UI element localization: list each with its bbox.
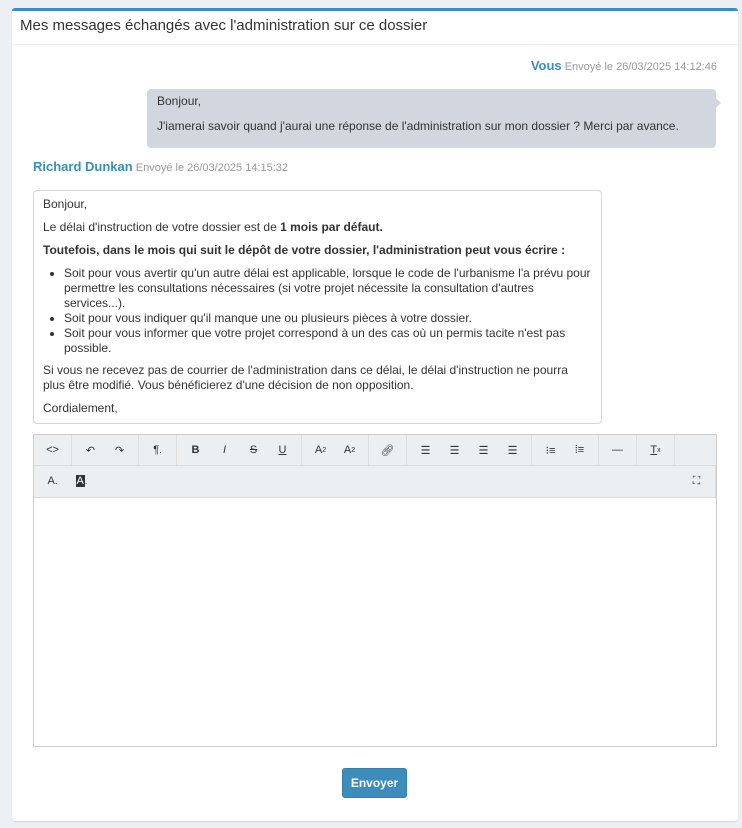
author-name: Vous [530,58,562,73]
numbered-list-icon[interactable]: ⁞≡ [574,444,585,456]
fullscreen-icon[interactable]: ⛶ [692,474,701,487]
bold-text: Toutefois, dans le mois qui suit le dépôt de votre dossier, l'administration peut vous écrire : [43,243,566,257]
message-line: Si vous ne recevez pas de courrier de l'administration dans ce délai, le délai d'instruction ne pourra plus être modifié. Vous bénéficierez d'une décision de non opposition. [43,363,568,392]
redo-icon[interactable]: ↷ [114,444,125,457]
message-line: Bonjour, [157,94,202,108]
superscript-icon[interactable]: A 2 [314,444,327,456]
strikethrough-icon[interactable]: S [249,444,258,456]
underline-icon[interactable]: U [278,444,287,456]
font-color-icon[interactable]: A . [47,475,58,487]
bold-text: 1 mois par défaut. [280,220,383,234]
author-name: Richard Dunkan [33,159,133,174]
link-icon[interactable]: 🔗︎ [380,444,395,457]
sent-date: Envoyé le 26/03/2025 14:15:32 [135,162,289,174]
align-right-icon[interactable]: ☰ [478,444,489,457]
horizontal-rule-icon[interactable]: — [612,444,623,456]
align-justify-icon[interactable]: ☰ [507,444,518,457]
rich-text-editor [33,434,717,747]
bullet-list [43,266,592,356]
message-bubble-received [33,190,602,424]
align-left-icon[interactable]: ☰ [420,444,431,457]
message-meta [33,159,288,174]
highlight-color-icon[interactable]: A . [76,475,88,487]
list-item: • Soit pour vous indiquer qu'il manque une ou plusieurs pièces à votre dossier. [64,311,592,326]
message-line: Cordialement, [43,401,118,415]
undo-icon[interactable]: ↶ [85,444,96,457]
message-line [43,243,592,258]
message-bubble-sent [147,89,716,148]
editor-toolbar [34,435,716,498]
list-item: • Soit pour vous informer que votre projet correspond à un des cas où un permis tacite n'est pas possible. [64,326,592,356]
code-view-icon[interactable]: <> [46,444,59,456]
message-line: J'iamerai savoir quand j'aurai une réponse de l'administration sur mon dossier ? Merci par avance. [157,119,679,133]
list-item: • Soit pour vous avertir qu'un autre délai est applicable, lorsque le code de l'urbanisme l'a prévu pour permettre les consultations nécessaires (si votre projet nécessite la consultation d'autres services...). [64,266,592,311]
bold-icon[interactable]: B [191,444,200,456]
message-meta [531,58,717,73]
panel-title: Mes messages échangés avec l'administration sur ce dossier [12,11,738,45]
text: Le délai d'instruction de votre dossier est de [43,220,281,234]
italic-icon[interactable]: I [222,444,227,456]
message-input[interactable] [34,498,716,748]
paragraph-style-icon[interactable]: ¶ . [153,444,162,456]
sent-date: Envoyé le 26/03/2025 14:12:46 [564,61,717,73]
message-line: Bonjour, [43,197,88,211]
messages-panel [12,8,738,821]
message-line [43,220,592,235]
send-button[interactable]: Envoyer [342,768,407,798]
subscript-icon[interactable]: A 2 [343,444,356,456]
bullet-list-icon[interactable]: ⁝≡ [545,444,556,457]
clear-format-icon[interactable]: T x [650,444,661,456]
align-center-icon[interactable]: ☰ [449,444,460,457]
